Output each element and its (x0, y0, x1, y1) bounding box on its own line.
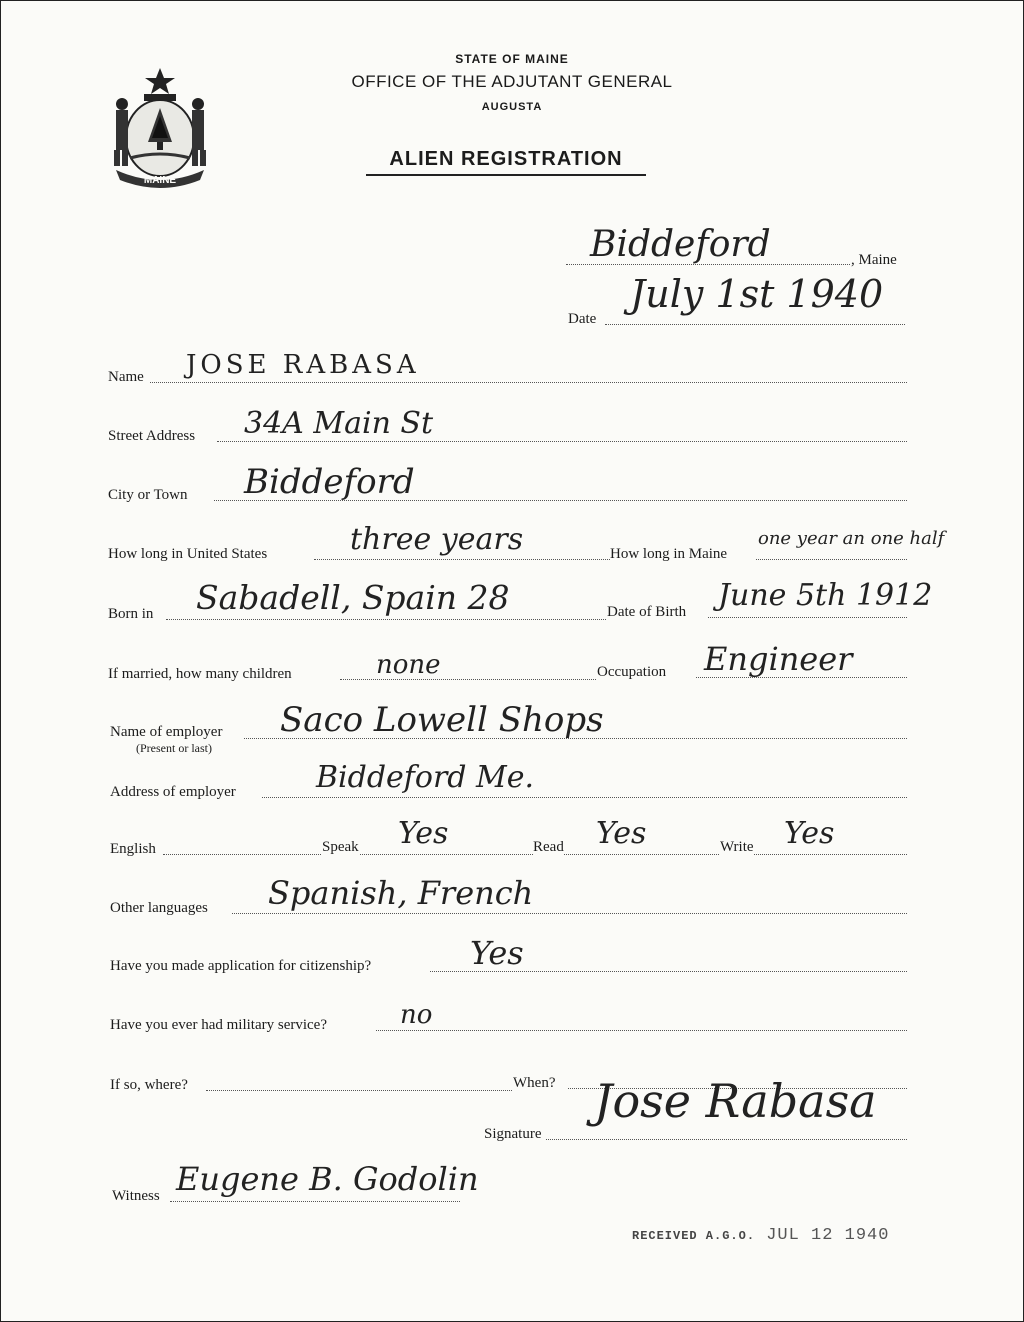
signature-entry: Jose Rabasa (594, 1074, 877, 1128)
children-label: If married, how many children (108, 666, 292, 682)
when-label: When? (513, 1075, 556, 1091)
maine-duration-label: How long in Maine (610, 546, 728, 562)
date-line (605, 324, 905, 325)
state-heading: STATE OF MAINE (455, 52, 569, 66)
city-entry: Biddeford (244, 462, 415, 502)
date-label: Date (568, 311, 597, 327)
dob-label: Date of Birth (607, 604, 687, 620)
street-line (217, 441, 907, 442)
witness-entry: Eugene B. Godolin (176, 1160, 479, 1198)
witness-line (170, 1201, 460, 1202)
employer-entry: Saco Lowell Shops (280, 700, 604, 740)
maine-label: , Maine (851, 252, 897, 268)
other-languages-line (232, 913, 907, 914)
citizenship-label: Have you made application for citizenship? (110, 958, 372, 974)
write-label: Write (720, 839, 754, 855)
dob-entry: June 5th 1912 (718, 578, 933, 613)
maine-duration-line (756, 559, 907, 560)
employer-label: Name of employer (110, 724, 223, 740)
where-line (206, 1090, 512, 1091)
received-stamp-label: RECEIVED A.G.O. (632, 1229, 756, 1243)
signature-line (546, 1139, 907, 1140)
speak-label: Speak (322, 839, 359, 855)
name-entry: JOSE RABASA (186, 350, 420, 380)
form-title: ALIEN REGISTRATION (366, 148, 646, 176)
employer-address-entry: Biddeford Me. (316, 760, 535, 795)
street-entry: 34A Main St (244, 406, 434, 441)
us-duration-line (314, 559, 610, 560)
born-in-label: Born in (108, 606, 154, 622)
other-languages-label: Other languages (110, 900, 208, 916)
military-entry: no (400, 1000, 433, 1030)
date-entry: July 1st 1940 (630, 272, 884, 316)
write-entry: Yes (784, 816, 835, 851)
city-heading: AUGUSTA (481, 101, 543, 113)
occupation-entry: Engineer (704, 640, 853, 678)
name-line (150, 382, 907, 383)
city-label: City or Town (108, 487, 188, 503)
employer-note: (Present or last) (136, 741, 212, 755)
street-label: Street Address (108, 428, 196, 444)
read-label: Read (533, 839, 564, 855)
citizenship-entry: Yes (470, 934, 524, 972)
us-duration-entry: three years (350, 522, 524, 557)
occupation-label: Occupation (597, 664, 667, 680)
us-duration-label: How long in United States (108, 546, 268, 562)
children-entry: none (376, 650, 441, 680)
english-label: English (110, 841, 156, 857)
received-stamp (632, 1226, 889, 1245)
name-label: Name (108, 369, 144, 385)
born-in-entry: Sabadell, Spain 28 (196, 578, 510, 617)
read-entry: Yes (596, 816, 647, 851)
employer-address-label: Address of employer (110, 784, 236, 800)
where-label: If so, where? (110, 1077, 188, 1093)
office-heading: OFFICE OF THE ADJUTANT GENERAL (351, 72, 673, 91)
maine-duration-entry: one year an one half (758, 528, 945, 549)
military-label: Have you ever had military service? (110, 1017, 327, 1033)
seal-text: MAINE (143, 175, 177, 186)
speak-entry: Yes (398, 816, 449, 851)
employer-address-line (262, 797, 907, 798)
witness-label: Witness (112, 1188, 160, 1204)
signature-label: Signature (484, 1126, 542, 1142)
dob-line (708, 617, 907, 618)
received-stamp-date: JUL 12 1940 (766, 1226, 890, 1245)
place-entry: Biddeford (590, 224, 771, 265)
other-languages-entry: Spanish, French (268, 874, 534, 912)
military-line (376, 1030, 907, 1031)
born-in-line (166, 619, 606, 620)
